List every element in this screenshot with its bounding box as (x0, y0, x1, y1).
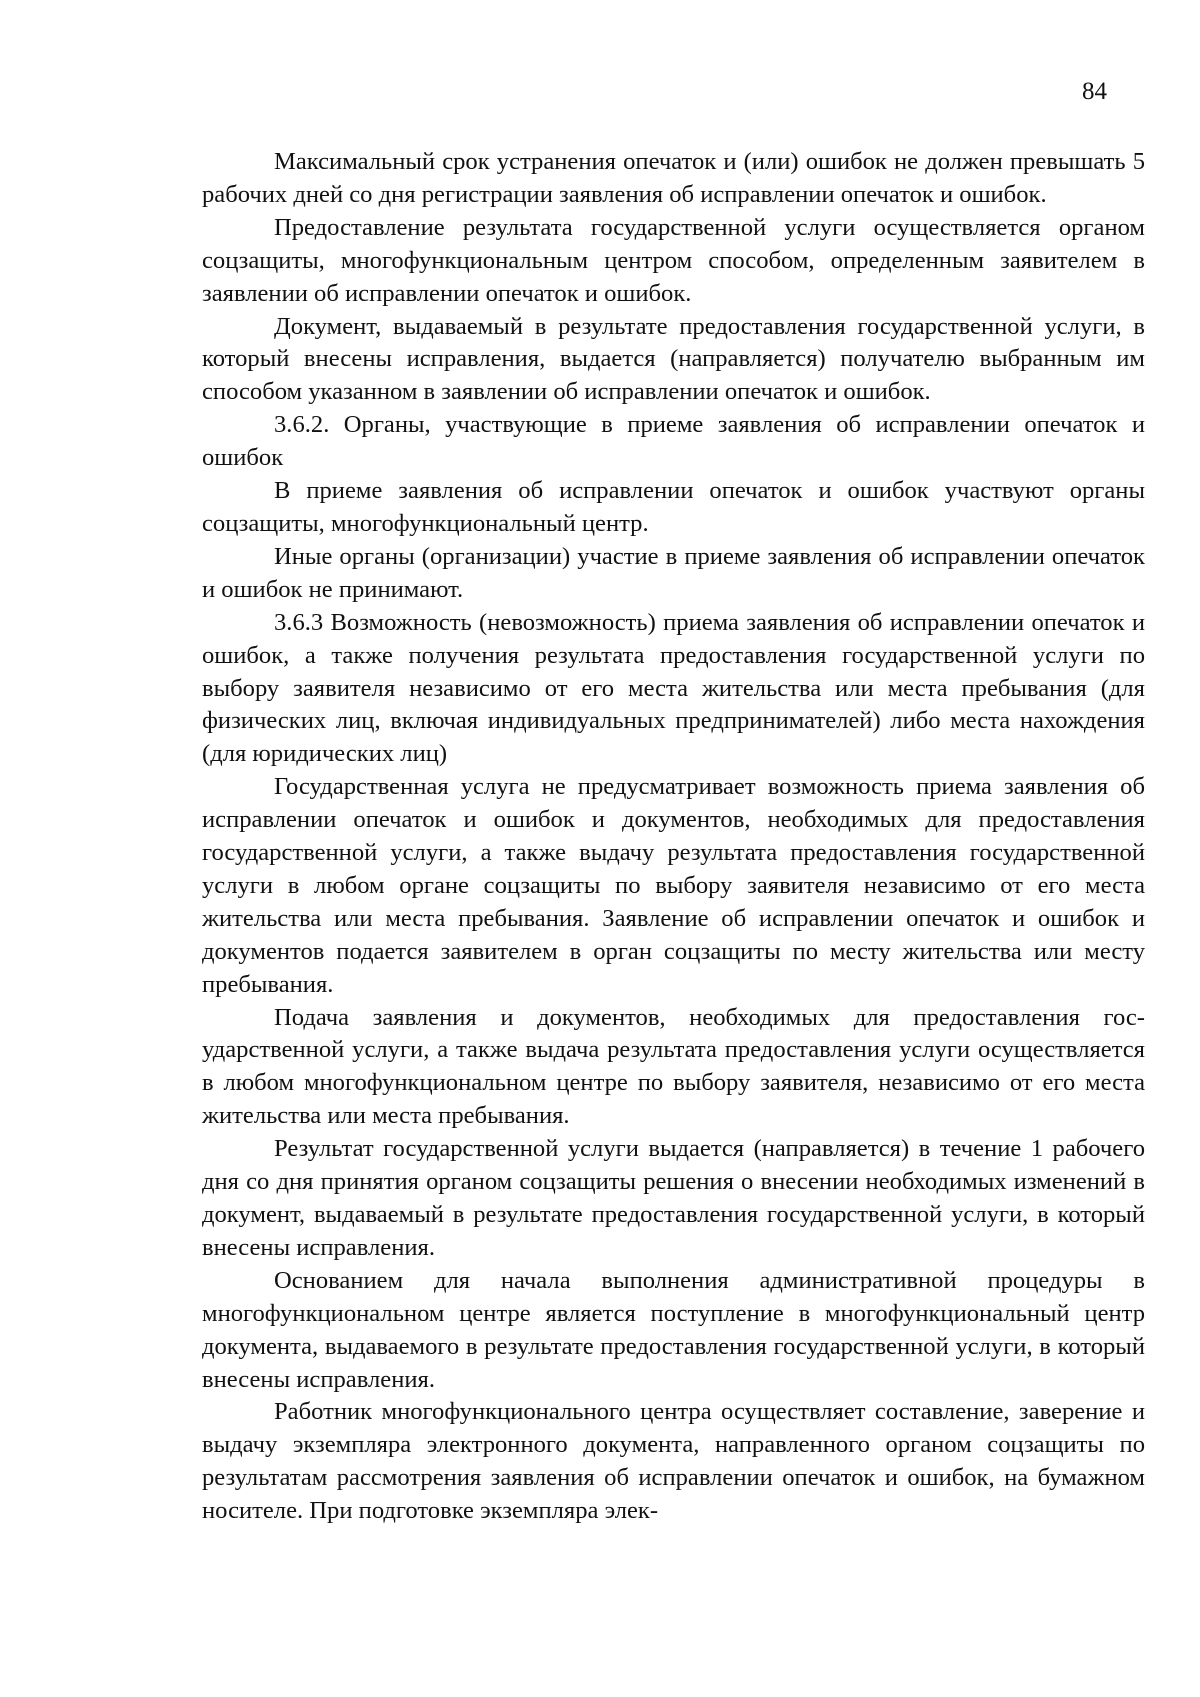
paragraph-participating-bodies: В приеме заявления об исправлении опечаток и ошибок участвуют органы соцзащиты, многофункциональный центр. (202, 477, 1145, 537)
paragraph-procedure-basis: Основанием для начала выполнения административной процедуры в многофункциональном центре является поступление в многофункциональный центр документа, выдаваемого в результате предоставления государственной услуги, в который внесены исправления. (202, 1266, 1145, 1393)
paragraph-mfc-worker: Работник многофункционального центра осуществляет составление, заверение и выдачу экземпляра электронного документа, направленного органом соцзащиты по результатам рассмотрения заявления об исправлении опечаток и ошибок, на бумажном носителе. При подготовке экземпляра элек- (202, 1398, 1145, 1525)
paragraph-extraterritorial: Государственная услуга не предусматривает возможность приема заявления об исправлении опечаток и ошибок и документов, необходимых для предоставления государственной услуги, а также выдачу результата предоставления государственной услуги в любом органе соцзащиты по выбору заявителя независимо от его места жительства или места пребывания. Заявление об исправлении опечаток и ошибок и документов подается заявителем в орган соцзащиты по месту жительства или месту пребывания. (202, 773, 1145, 998)
page-number: 84 (1082, 78, 1107, 105)
document-body (202, 146, 1145, 1528)
section-heading-3-6-3: 3.6.3 Возможность (невозможность) приема заявления об исправлении опечаток и ошибок, а также получения результата предоставления государственной услуги по выбору заявителя независимо от его места жительства или места пребывания (для физических лиц, включая индивидуальных предпринимателей) либо места нахождения (для юридических лиц) (202, 608, 1145, 768)
paragraph-corrected-document: Документ, выдаваемый в результате предоставления государственной услуги, в который внесены исправления, выдается (направляется) получателю выбранным им способом указанном в заявлении об исправлении опечаток и ошибок. (202, 312, 1145, 406)
paragraph-max-correction-term: Максимальный срок устранения опечаток и (или) ошибок не должен превышать 5 рабочих дней со дня регистрации заявления об исправлении опечаток и ошибок. (202, 148, 1145, 208)
paragraph-other-bodies: Иные органы (организации) участие в приеме заявления об исправлении опечаток и ошибок не принимают. (202, 542, 1145, 603)
section-heading-3-6-2: 3.6.2. Органы, участвующие в приеме заявления об исправлении опечаток и ошибок (202, 411, 1145, 472)
paragraph-result-term: Результат государственной услуги выдается (направляется) в течение 1 рабочего дня со дня принятия органом соцзащиты решения о внесении необходимых изменений в документ, выдаваемый в результате предоставления государственной услуги, в который внесены исправления. (202, 1135, 1145, 1261)
paragraph-mfc-submission: Подача заявления и документов, необходимых для предоставления государственной услуги, а также выдача результата предоставления услуги осуществляется в любом многофункциональном центре по выбору заявителя, независимо от его места жительства или места пребывания. (202, 1003, 1145, 1130)
paragraph-result-provision: Предоставление результата государственной услуги осуществляется органом соцзащиты, многофункциональным центром способом, определенным заявителем в заявлении об исправлении опечаток и ошибок. (202, 213, 1145, 307)
